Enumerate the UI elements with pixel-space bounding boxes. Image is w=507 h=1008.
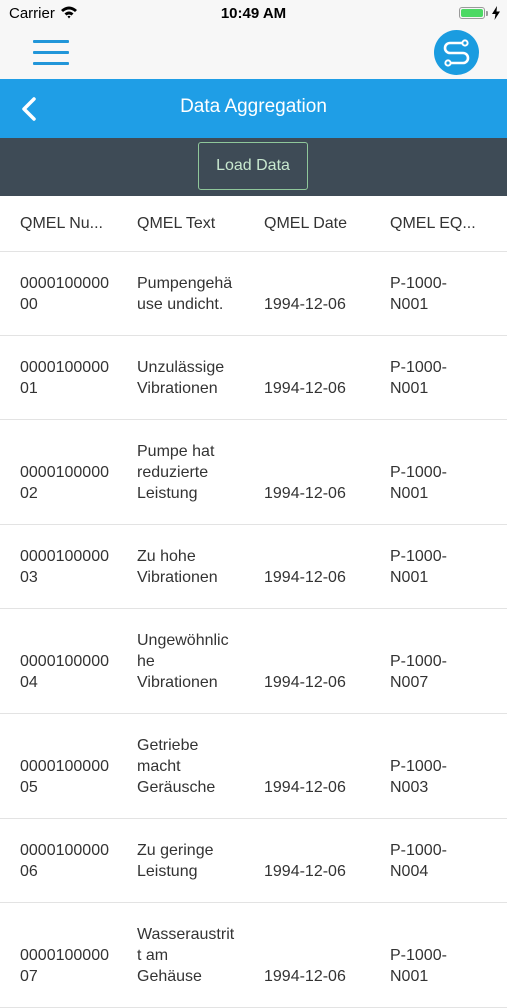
navigation-bar — [0, 79, 507, 138]
qmel-number-cell: 0000100000 00 — [20, 275, 109, 313]
qmel-equipment-cell: P-1000- N001 — [390, 548, 447, 586]
table-row[interactable] — [0, 525, 507, 609]
qmel-date-cell: 1994-12-06 — [264, 380, 346, 397]
battery-icon — [459, 7, 485, 19]
carrier-label: Carrier — [9, 5, 55, 22]
qmel-text-cell: Zu geringe Leistung — [137, 842, 214, 880]
qmel-number-cell: 0000100000 01 — [20, 359, 109, 397]
qmel-equipment-cell: P-1000- N001 — [390, 947, 447, 985]
qmel-number-cell: 0000100000 05 — [20, 758, 109, 796]
qmel-text-cell: Ungewöhnlic he Vibrationen — [137, 632, 229, 691]
qmel-equipment-cell: P-1000- N003 — [390, 758, 447, 796]
column-header-qmel-equipment[interactable]: QMEL EQ... — [390, 215, 476, 232]
qmel-equipment-cell: P-1000- N001 — [390, 464, 447, 502]
qmel-equipment-cell: P-1000- N007 — [390, 653, 447, 691]
qmel-date-cell: 1994-12-06 — [264, 674, 346, 691]
column-header-qmel-number[interactable]: QMEL Nu... — [20, 215, 103, 232]
qmel-date-cell: 1994-12-06 — [264, 569, 346, 586]
qmel-date-cell: 1994-12-06 — [264, 779, 346, 796]
qmel-text-cell: Wasseraustrit t am Gehäuse — [137, 926, 235, 985]
column-header-qmel-text[interactable]: QMEL Text — [137, 215, 216, 232]
qmel-date-cell: 1994-12-06 — [264, 296, 346, 313]
menu-icon[interactable] — [33, 40, 69, 66]
qmel-text-cell: Unzulässige Vibrationen — [137, 359, 225, 397]
table-row[interactable] — [0, 252, 507, 336]
qmel-equipment-cell: P-1000- N001 — [390, 275, 447, 313]
clock: 10:49 AM — [220, 5, 287, 22]
qmel-text-cell: Pumpengehä use undicht. — [137, 275, 233, 313]
qmel-text-cell: Getriebe macht Geräusche — [137, 737, 216, 796]
qmel-date-cell: 1994-12-06 — [264, 863, 346, 880]
table-row[interactable] — [0, 420, 507, 525]
qmel-date-cell: 1994-12-06 — [264, 485, 346, 502]
battery-cap — [486, 11, 488, 16]
app-top-bar — [0, 28, 507, 79]
table-row[interactable] — [0, 903, 507, 1008]
load-data-button[interactable]: Load Data — [198, 142, 308, 190]
table-header — [0, 196, 507, 252]
table-row[interactable] — [0, 819, 507, 903]
qmel-number-cell: 0000100000 06 — [20, 842, 109, 880]
qmel-number-cell: 0000100000 07 — [20, 947, 109, 985]
action-toolbar — [0, 138, 507, 196]
status-bar — [0, 0, 507, 28]
table-row[interactable] — [0, 609, 507, 714]
app-logo-icon[interactable] — [434, 30, 479, 75]
page-title: Data Aggregation — [180, 96, 327, 117]
qmel-number-cell: 0000100000 04 — [20, 653, 109, 691]
qmel-number-cell: 0000100000 03 — [20, 548, 109, 586]
qmel-date-cell: 1994-12-06 — [264, 968, 346, 985]
table-row[interactable] — [0, 714, 507, 819]
column-header-qmel-date[interactable]: QMEL Date — [264, 215, 347, 232]
qmel-number-cell: 0000100000 02 — [20, 464, 109, 502]
qmel-text-cell: Zu hohe Vibrationen — [137, 548, 218, 586]
charging-bolt-icon — [491, 6, 501, 20]
qmel-equipment-cell: P-1000- N004 — [390, 842, 447, 880]
table-row[interactable] — [0, 336, 507, 420]
qmel-text-cell: Pumpe hat reduzierte Leistung — [137, 443, 215, 502]
qmel-equipment-cell: P-1000- N001 — [390, 359, 447, 397]
table-body — [0, 252, 507, 1008]
